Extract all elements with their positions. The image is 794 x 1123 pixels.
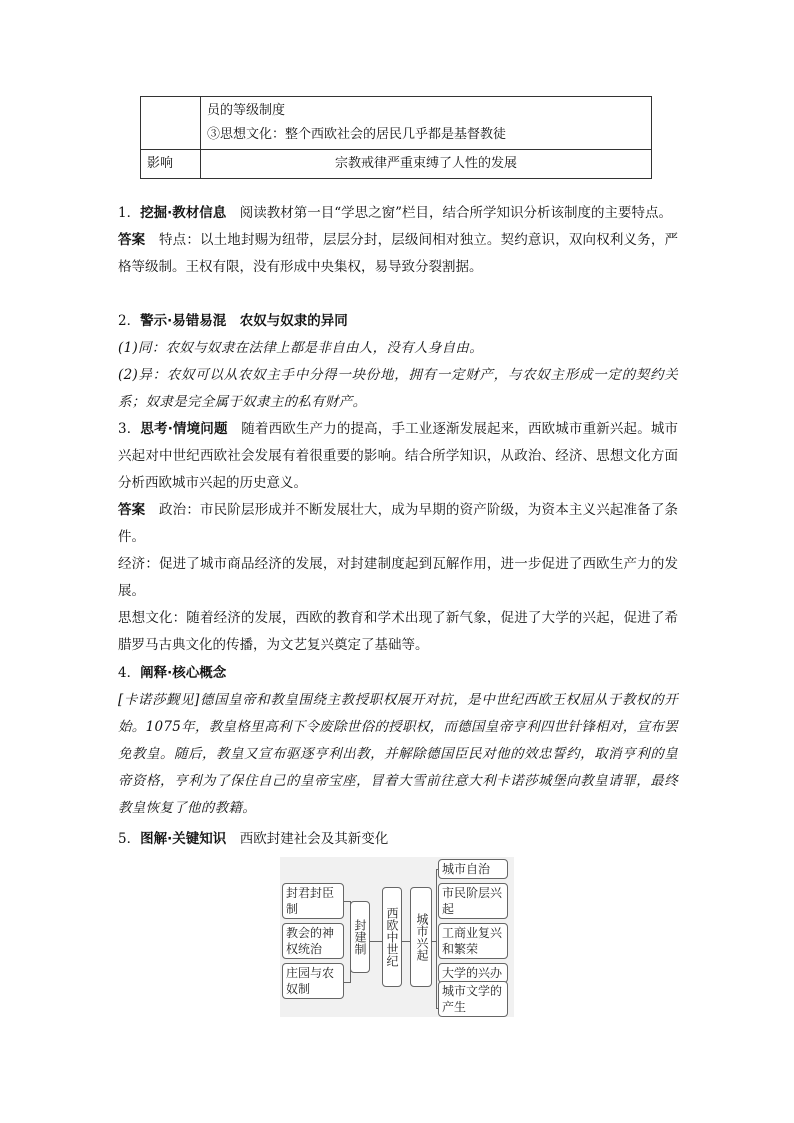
table-cell-empty: [141, 97, 201, 150]
diagram-box-feudal: 封建制: [350, 901, 370, 973]
question-number: 3．: [118, 421, 141, 437]
question-number: 1．: [118, 205, 141, 221]
diagram-connector: [402, 941, 410, 942]
question-title: 西欧封建社会及其新变化: [239, 831, 389, 847]
question-text: 随着西欧生产力的提高，手工业逐渐发展起来，西欧城市重新兴起。城市兴起对中世纪西欧社会发展有着很重要的影响。结合所学知识，从政治、经济、思想文化方面分析西欧城市兴起的历史意义。: [118, 421, 679, 491]
diagram-box-left: 封君封臣制: [282, 883, 344, 919]
question-number: 5．: [118, 831, 141, 847]
question-tag: 阐释·核心概念: [140, 665, 227, 681]
table-line: ③思想文化：整个西欧社会的居民几乎都是基督教徒: [207, 127, 507, 142]
diagram-box-right: 工商业复兴和繁荣: [438, 923, 508, 959]
diagram-box-center: 西欧中世纪: [382, 887, 402, 987]
question-1: [118, 200, 678, 281]
table-line: 员的等级制度: [207, 103, 286, 118]
diagram-box-right: 城市自治: [438, 859, 508, 879]
question-number: 4．: [118, 665, 141, 681]
diagram-box-right: 市民阶层兴起: [438, 883, 508, 919]
table-row: [141, 97, 652, 150]
answer-label: 答案: [118, 232, 146, 248]
question-5: [118, 826, 678, 853]
question-3: [118, 416, 678, 659]
concept-diagram: [280, 857, 514, 1017]
answer-label: 答案: [118, 502, 146, 518]
question-text: [卡诺莎觐见]德国皇帝和教皇围绕主教授职权展开对抗，是中世纪西欧王权屈从于教权的开始。1075年，教皇格里高利下令废除世俗的授职权，而德国皇帝亨利四世针锋相对，宣布罢免教皇。随后，教皇又宣布驱逐亨利出教，并解除德国臣民对他的效忠誓约，取消亨利的皇帝资格，亨利为了保住自己的皇帝宝座，冒着大雪前往意大利卡诺莎城堡向教皇请罪，最终教皇恢复了他的教籍。: [118, 692, 678, 816]
diff-text: (2)异：农奴可以从农奴主手中分得一块份地，拥有一定财产，与农奴主形成一定的契约关系；奴隶是完全属于奴隶主的私有财产。: [118, 367, 678, 410]
answer-economy: 经济：促进了城市商品经济的发展，对封建制度起到瓦解作用，进一步促进了西欧生产力的发展。: [118, 556, 678, 599]
diagram-box-right: 大学的兴办: [438, 963, 508, 983]
question-text: 阅读教材第一目“学思之窗”栏目，结合所学知识分析该制度的主要特点。: [239, 205, 673, 221]
table-row: [141, 150, 652, 179]
diagram-connector: [370, 941, 382, 942]
answer-text: 特点：以土地封赐为纽带，层层分封，层级间相对独立。契约意识，双向权利义务，严格等级制。王权有限，没有形成中央集权，易导致分裂割据。: [118, 232, 679, 275]
question-tag: 挖掘·教材信息: [140, 205, 227, 221]
question-number: 2．: [118, 313, 141, 329]
answer-politics: 政治：市民阶层形成并不断发展壮大，成为早期的资产阶级，为资本主义兴起准备了条件。: [118, 502, 679, 545]
diagram-box-right: 城市文学的产生: [438, 981, 508, 1017]
table-value: 宗教戒律严重束缚了人性的发展: [201, 150, 652, 179]
diagram-box-left: 教会的神权统治: [282, 923, 344, 959]
same-text: (1)同：农奴与奴隶在法律上都是非自由人，没有人身自由。: [118, 340, 484, 356]
feudal-table: [140, 96, 652, 179]
question-tag: 图解·关键知识: [140, 831, 227, 847]
diagram-box-left: 庄园与农奴制: [282, 963, 344, 999]
question-tag: 警示·易错易混: [140, 313, 227, 329]
table-label: 影响: [141, 150, 201, 179]
answer-culture: 思想文化：随着经济的发展，西欧的教育和学术出现了新气象，促进了大学的兴起，促进了希腊罗马古典文化的传播，为文艺复兴奠定了基础等。: [118, 610, 678, 653]
question-2: [118, 308, 678, 416]
table-cell: [201, 97, 652, 150]
question-title: 农奴与奴隶的异同: [239, 313, 348, 329]
diagram-box-city: 城市兴起: [410, 887, 432, 987]
question-tag: 思考·情境问题: [140, 421, 228, 437]
question-4: [118, 660, 678, 822]
